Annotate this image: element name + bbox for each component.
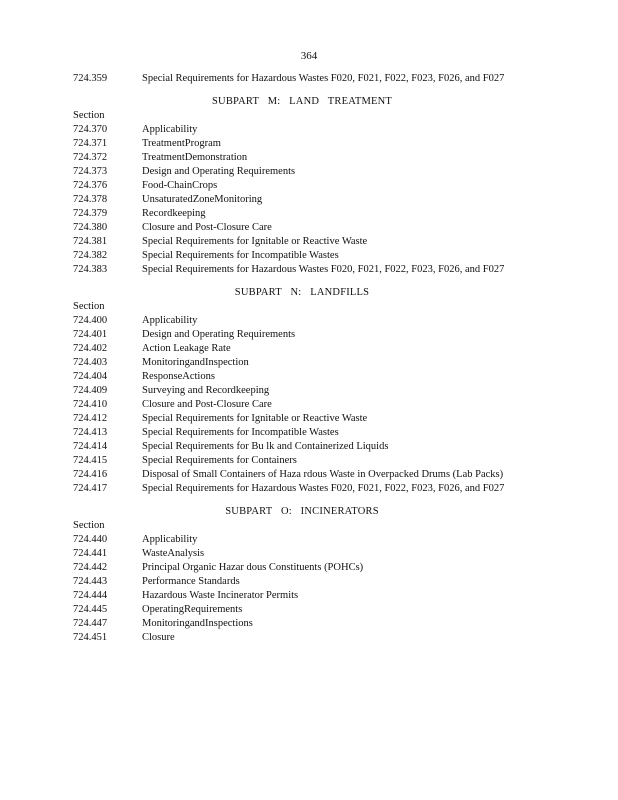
section-entry	[73, 370, 531, 384]
section-number: 724.400	[73, 315, 108, 326]
section-entry	[73, 426, 531, 440]
section-number: 724.379	[73, 208, 108, 219]
section-title: Special Requirements for Ignitable or Reactive Waste	[142, 236, 368, 247]
section-title: Design and Operating Requirements	[142, 329, 296, 340]
section-entry	[73, 193, 531, 207]
section-title: Food-ChainCrops	[142, 180, 218, 191]
section-number: 724.404	[73, 371, 108, 382]
section-title: Special Requirements for Hazardous Wastes F020, F021, F022, F023, F026, and F027	[142, 73, 505, 84]
section-number: 724.382	[73, 250, 108, 261]
section-title: Closure	[142, 632, 175, 643]
section-entry	[73, 72, 531, 86]
section-entry	[73, 151, 531, 165]
section-number: 724.440	[73, 534, 108, 545]
subpart-heading: SUBPART O: INCINERATORS	[225, 506, 379, 517]
section-entry	[73, 575, 531, 589]
section-title: Closure and Post-Closure Care	[142, 222, 272, 233]
section-title: Special Requirements for Incompatible Wastes	[142, 427, 339, 438]
section-entry	[73, 123, 531, 137]
section-label: Section	[73, 301, 105, 312]
section-title: Performance Standards	[142, 576, 240, 587]
section-number: 724.376	[73, 180, 108, 191]
section-number: 724.409	[73, 385, 108, 396]
section-title: Recordkeeping	[142, 208, 206, 219]
section-title: Hazardous Waste Incinerator Permits	[142, 590, 299, 601]
section-number: 724.444	[73, 590, 108, 601]
section-title: Special Requirements for Incompatible Wastes	[142, 250, 339, 261]
section-number: 724.415	[73, 455, 108, 466]
section-entry	[73, 249, 531, 263]
section-entry	[73, 482, 531, 496]
section-entry	[73, 356, 531, 370]
section-title: Action Leakage Rate	[142, 343, 231, 354]
section-entry	[73, 263, 531, 277]
section-title: UnsaturatedZoneMonitoring	[142, 194, 263, 205]
section-list	[73, 533, 531, 645]
section-label: Section	[73, 110, 105, 121]
section-entry	[73, 207, 531, 221]
section-number: 724.403	[73, 357, 108, 368]
section-title: MonitoringandInspections	[142, 618, 253, 629]
section-title: ResponseActions	[142, 371, 215, 382]
section-title: Disposal of Small Containers of Haza rdous Waste in Overpacked Drums (Lab Packs)	[142, 469, 504, 480]
section-number: 724.381	[73, 236, 108, 247]
section-entry	[73, 454, 531, 468]
section-entry	[73, 631, 531, 645]
section-number: 724.371	[73, 138, 108, 149]
section-title: Applicability	[142, 124, 198, 135]
section-number: 724.451	[73, 632, 108, 643]
section-title: Special Requirements for Bu lk and Containerized Liquids	[142, 441, 389, 452]
section-title: Special Requirements for Hazardous Wastes F020, F021, F022, F023, F026, and F027	[142, 264, 505, 275]
subpart-heading: SUBPART N: LANDFILLS	[234, 287, 370, 298]
section-number: 724.373	[73, 166, 108, 177]
section-number: 724.378	[73, 194, 108, 205]
section-title: MonitoringandInspection	[142, 357, 249, 368]
section-entry	[73, 547, 531, 561]
section-number: 724.414	[73, 441, 108, 452]
section-entry	[73, 533, 531, 547]
section-entry	[73, 398, 531, 412]
section-title: Special Requirements for Containers	[142, 455, 297, 466]
section-number: 724.441	[73, 548, 108, 559]
section-number: 724.443	[73, 576, 108, 587]
section-entry	[73, 328, 531, 342]
document-body	[73, 72, 531, 645]
section-entry	[73, 603, 531, 617]
section-title: Applicability	[142, 534, 198, 545]
section-number: 724.412	[73, 413, 108, 424]
section-entry	[73, 179, 531, 193]
section-title: Applicability	[142, 315, 198, 326]
section-number: 724.401	[73, 329, 108, 340]
section-number: 724.442	[73, 562, 108, 573]
section-entry	[73, 440, 531, 454]
section-title: Special Requirements for Hazardous Wastes F020, F021, F022, F023, F026, and F027	[142, 483, 505, 494]
section-number: 724.383	[73, 264, 108, 275]
section-title: TreatmentProgram	[142, 138, 221, 149]
section-number: 724.402	[73, 343, 108, 354]
section-title: Special Requirements for Ignitable or Reactive Waste	[142, 413, 368, 424]
section-entry	[73, 342, 531, 356]
section-label: Section	[73, 520, 105, 531]
section-list	[73, 123, 531, 277]
section-title: Closure and Post-Closure Care	[142, 399, 272, 410]
section-entry	[73, 137, 531, 151]
section-number: 724.380	[73, 222, 108, 233]
section-entry	[73, 314, 531, 328]
section-entry	[73, 589, 531, 603]
page-number: 364	[300, 50, 318, 62]
section-number: 724.416	[73, 469, 108, 480]
section-entry	[73, 617, 531, 631]
section-number: 724.372	[73, 152, 108, 163]
section-entry	[73, 235, 531, 249]
section-title: TreatmentDemonstration	[142, 152, 248, 163]
section-entry	[73, 384, 531, 398]
section-number: 724.445	[73, 604, 108, 615]
section-title: Principal Organic Hazar dous Constituents (POHCs)	[142, 562, 364, 573]
section-number: 724.370	[73, 124, 108, 135]
section-number: 724.413	[73, 427, 108, 438]
section-entry	[73, 561, 531, 575]
subpart-heading: SUBPART M: LAND TREATMENT	[212, 96, 392, 107]
section-entry	[73, 468, 531, 482]
section-title: OperatingRequirements	[142, 604, 243, 615]
section-list	[73, 314, 531, 496]
section-number: 724.410	[73, 399, 108, 410]
section-number: 724.447	[73, 618, 108, 629]
section-entry	[73, 412, 531, 426]
section-number: 724.359	[73, 73, 108, 84]
section-entry	[73, 165, 531, 179]
section-title: Surveying and Recordkeeping	[142, 385, 270, 396]
section-entry	[73, 221, 531, 235]
section-title: Design and Operating Requirements	[142, 166, 296, 177]
section-number: 724.417	[73, 483, 108, 494]
section-title: WasteAnalysis	[142, 548, 205, 559]
